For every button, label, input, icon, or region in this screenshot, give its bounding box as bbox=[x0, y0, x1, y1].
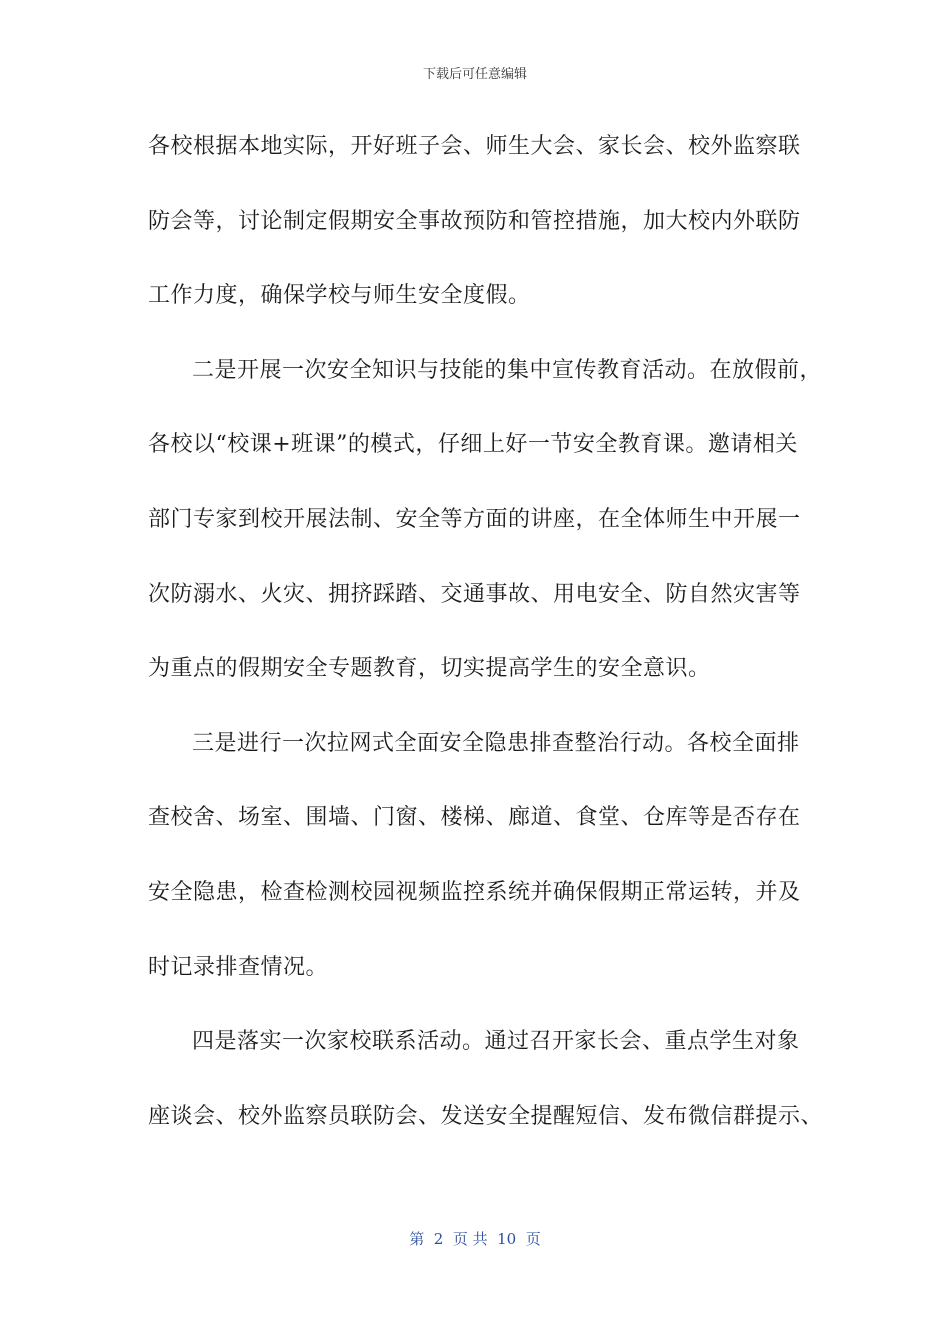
text-line: 防会等，讨论制定假期安全事故预防和管控措施，加大校内外联防 bbox=[148, 208, 801, 234]
page-number-footer: 第 2 页 共 10 页 bbox=[409, 1230, 541, 1248]
text-line: 各校以“校课+班课”的模式，仔细上好一节安全教育课。邀请相关 bbox=[148, 432, 798, 458]
text-line: 工作力度，确保学校与师生安全度假。 bbox=[148, 283, 531, 309]
document-body bbox=[148, 110, 824, 1154]
paragraph-start-line: 三是进行一次拉网式全面安全隐患排查整治行动。各校全面排 bbox=[192, 730, 800, 756]
text-line: 座谈会、校外监察员联防会、发送安全提醒短信、发布微信群提示、 bbox=[148, 1103, 824, 1129]
text-line: 次防溺水、火灾、拥挤踩踏、交通事故、用电安全、防自然灾害等 bbox=[148, 581, 801, 607]
text-line: 时记录排查情况。 bbox=[148, 954, 329, 980]
paragraph-start-line: 四是落实一次家校联系活动。通过召开家长会、重点学生对象 bbox=[192, 1029, 800, 1055]
text-line: 各校根据本地实际，开好班子会、师生大会、家长会、校外监察联 bbox=[148, 134, 801, 159]
text-line: 为重点的假期安全专题教育，切实提高学生的安全意识。 bbox=[148, 656, 711, 682]
text-line: 查校舍、场室、围墙、门窗、楼梯、廊道、食堂、仓库等是否存在 bbox=[148, 805, 801, 831]
text-line: 安全隐患，检查检测校园视频监控系统并确保假期正常运转，并及 bbox=[148, 879, 801, 905]
text-line: 部门专家到校开展法制、安全等方面的讲座，在全体师生中开展一 bbox=[148, 506, 801, 532]
page-header: 下载后可任意编辑 bbox=[422, 67, 527, 82]
paragraph-start-line: 二是开展一次安全知识与技能的集中宣传教育活动。在放假前， bbox=[192, 357, 823, 383]
